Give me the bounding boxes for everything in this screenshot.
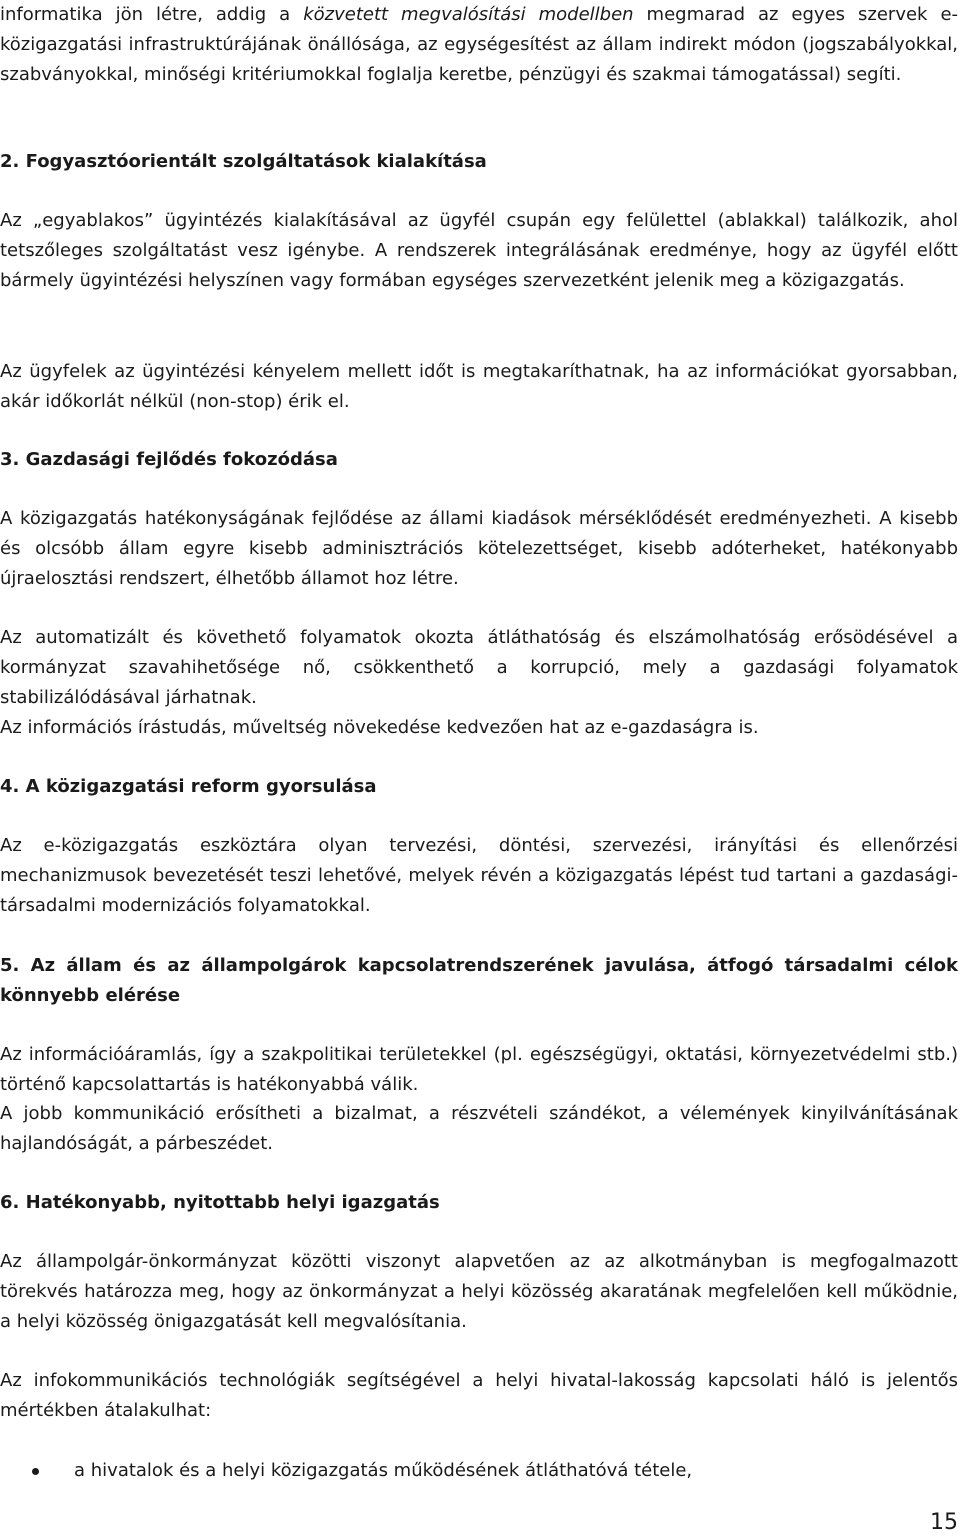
intro-italic-term: közvetett megvalósítási modellben xyxy=(303,4,634,25)
section-6-paragraph-2: Az infokommunikációs technológiák segítségével a helyi hivatal-lakosság kapcsolati háló is jelentős mértékben átalakulhat: xyxy=(0,1370,958,1421)
intro-text-start: informatika jön létre, addig a xyxy=(0,4,304,25)
intro-paragraph xyxy=(0,0,958,90)
section-2-paragraph-1: Az „egyablakos” ügyintézés kialakításával az ügyfél csupán egy felülettel (ablakkal) találkozik, ahol tetszőleges szolgáltatást vesz igénybe. A rendszerek integrálásának eredménye, hogy az ügyfél előtt bármely ügyintézési helyszínen vagy formában egységes szervezetként jelenik meg a közigazgatás. xyxy=(0,210,958,291)
list-item-text: a hivatalok és a helyi közigazgatás működésének átláthatóvá tétele, xyxy=(74,1460,693,1481)
section-6-paragraph-1: Az állampolgár-önkormányzat közötti viszonyt alapvetően az az alkotmányban is megfogalmazott törekvés határozza meg, hogy az önkormányzat a helyi közösség akaratának megfelelően kell működnie, a helyi közösség önigazgatását kell megvalósítania. xyxy=(0,1251,958,1332)
section-2-paragraph-2: Az ügyfelek az ügyintézési kényelem mellett időt is megtakaríthatnak, ha az információkat gyorsabban, akár időkorlát nélkül (non-stop) érik el. xyxy=(0,361,958,412)
section-heading-4: 4. A közigazgatási reform gyorsulása xyxy=(0,776,377,797)
section-3-paragraph-3: Az információs írástudás, műveltség növekedése kedvezően hat az e-gazdaságra is. xyxy=(0,717,759,738)
section-5-paragraph-1: Az információáramlás, így a szakpolitikai területekkel (pl. egészségügyi, oktatási, környezetvédelmi stb.) történő kapcsolattartás is hatékonyabbá válik. xyxy=(0,1044,958,1095)
bullet-icon xyxy=(32,1468,39,1475)
page-number: 15 xyxy=(930,1510,958,1535)
section-heading-6: 6. Hatékonyabb, nyitottabb helyi igazgatás xyxy=(0,1192,440,1213)
section-5-paragraph-2: A jobb kommunikáció erősítheti a bizalmat, a részvételi szándékot, a vélemények kinyilvánításának hajlandóságát, a párbeszédet. xyxy=(0,1103,958,1154)
section-heading-5: 5. Az állam és az állampolgárok kapcsolatrendszerének javulása, átfogó társadalmi célok könnyebb elérése xyxy=(0,955,958,1006)
section-4-paragraph-1: Az e-közigazgatás eszköztára olyan tervezési, döntési, szervezési, irányítási és ellenőrzési mechanizmusok bevezetését teszi lehetővé, melyek révén a közigazgatás lépést tud tartani a gazdasági-társadalmi modernizációs folyamatokkal. xyxy=(0,835,958,916)
section-3-paragraph-1: A közigazgatás hatékonyságának fejlődése az állami kiadások mérséklődését eredményezheti. A kisebb és olcsóbb állam egyre kisebb adminisztrációs kötelezettséget, kisebb adóterheket, hatékonyabb újraelosztási rendszert, élhetőbb államot hoz létre. xyxy=(0,508,958,589)
section-heading-3: 3. Gazdasági fejlődés fokozódása xyxy=(0,449,338,470)
section-3-paragraph-2: Az automatizált és követhető folyamatok okozta átláthatóság és elszámolhatóság erősödésével a kormányzat szavahihetősége nő, csökkenthető a korrupció, mely a gazdasági folyamatok stabilizálódásával járhatnak. xyxy=(0,627,958,708)
section-heading-2: 2. Fogyasztóorientált szolgáltatások kialakítása xyxy=(0,151,487,172)
intro-text-end: megmarad az egyes szervek e-közigazgatási infrastruktúrájának önállósága, az egységesítést az állam indirekt módon (jogszabályokkal, szabványokkal, minőségi kritériumokkal foglalja keretbe, pénzügyi és szakmai támogatással) segíti. xyxy=(0,4,959,85)
